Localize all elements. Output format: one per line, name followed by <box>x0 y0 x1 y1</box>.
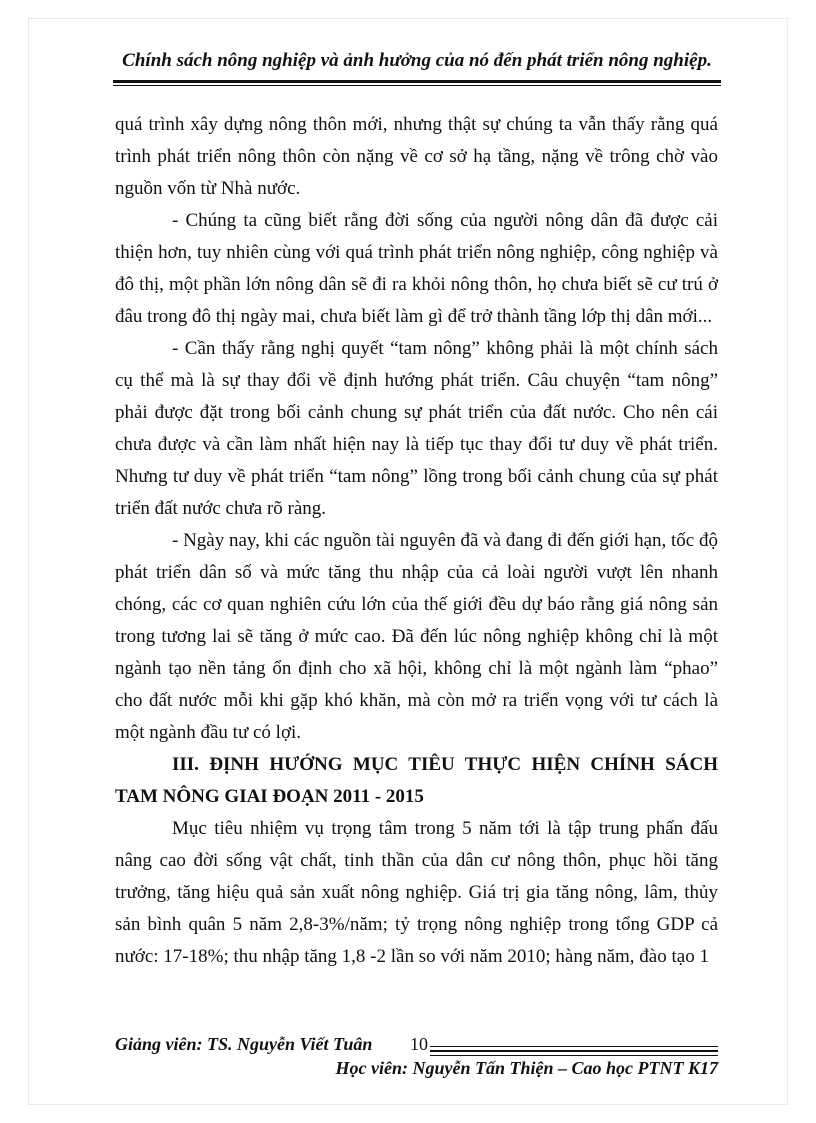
footer-rule <box>430 1046 718 1047</box>
document-body <box>115 109 718 973</box>
paragraph-farmer-life: - Chúng ta cũng biết rằng đời sống của người nông dân đã được cải thiện hơn, tuy nhiên cùng với quá trình phát triển nông nghiệp, công nghiệp và đô thị, một phần lớn nông dân sẽ đi ra khỏi nông thôn, họ chưa biết sẽ cư trú ở đâu trong đô thị ngày mai, chưa biết làm gì để trở thành tầng lớp thị dân mới... <box>115 210 718 327</box>
paragraph-continuation: quá trình xây dựng nông thôn mới, nhưng thật sự chúng ta vẫn thấy rằng quá trình phát triển nông thôn còn nặng về cơ sở hạ tầng, nặng về trông chờ vào nguồn vốn từ Nhà nước. <box>115 114 718 199</box>
footer-lecturer: Giảng viên: TS. Nguyễn Viết Tuân <box>115 1034 373 1054</box>
header-rule <box>113 80 721 83</box>
footer-student: Học viên: Nguyễn Tấn Thiện – Cao học PTNT K17 <box>335 1058 718 1078</box>
footer-rule-bottom <box>430 1055 718 1056</box>
paragraph-resources: - Ngày nay, khi các nguồn tài nguyên đã và đang đi đến giới hạn, tốc độ phát triển dân số và mức tăng thu nhập của cả loài người vượt lên nhanh chóng, các cơ quan nghiên cứu lớn của thế giới đều dự báo rằng giá nông sản trong tương lai sẽ tăng ở mức cao. Đã đến lúc nông nghiệp không chỉ là một ngành tạo nền tảng ổn định cho xã hội, không chỉ là một ngành làm “phao” cho đất nước mỗi khi gặp khó khăn, mà còn mở ra triển vọng với tư cách là một ngành đầu tư có lợi. <box>115 530 718 743</box>
paragraph-objectives: Mục tiêu nhiệm vụ trọng tâm trong 5 năm tới là tập trung phấn đấu nâng cao đời sống vật chất, tinh thần của dân cư nông thôn, phục hồi tăng trưởng, tăng hiệu quả sản xuất nông nghiệp. Giá trị gia tăng nông, lâm, thủy sản bình quân 5 năm 2,8-3%/năm; tỷ trọng nông nghiệp trong tổng GDP cả nước: 17-18%; thu nhập tăng 1,8 -2 lần so với năm 2010; hàng năm, đào tạo 1 <box>115 818 718 967</box>
footer-rule-thick <box>430 1050 718 1052</box>
page-header-title: Chính sách nông nghiệp và ảnh hưởng của nó đến phát triển nông nghiệp. <box>122 50 712 71</box>
header-rule-thin <box>113 85 721 86</box>
paragraph-tam-nong-resolution: - Cần thấy rằng nghị quyết “tam nông” không phải là một chính sách cụ thể mà là sự thay đổi về định hướng phát triển. Câu chuyện “tam nông” phải được đặt trong bối cảnh chung sự phát triển của đất nước. Cho nên cái chưa được và cần làm nhất hiện nay là tiếp tục thay đổi tư duy về phát triển. Nhưng tư duy về phát triển “tam nông” lồng trong bối cảnh chung của sự phát triển đất nước chưa rõ ràng. <box>115 338 718 519</box>
page-number: 10 <box>410 1034 428 1054</box>
section-heading: III. ĐỊNH HƯỚNG MỤC TIÊU THỰC HIỆN CHÍNH SÁCH TAM NÔNG GIAI ĐOẠN 2011 - 2015 <box>115 754 718 807</box>
